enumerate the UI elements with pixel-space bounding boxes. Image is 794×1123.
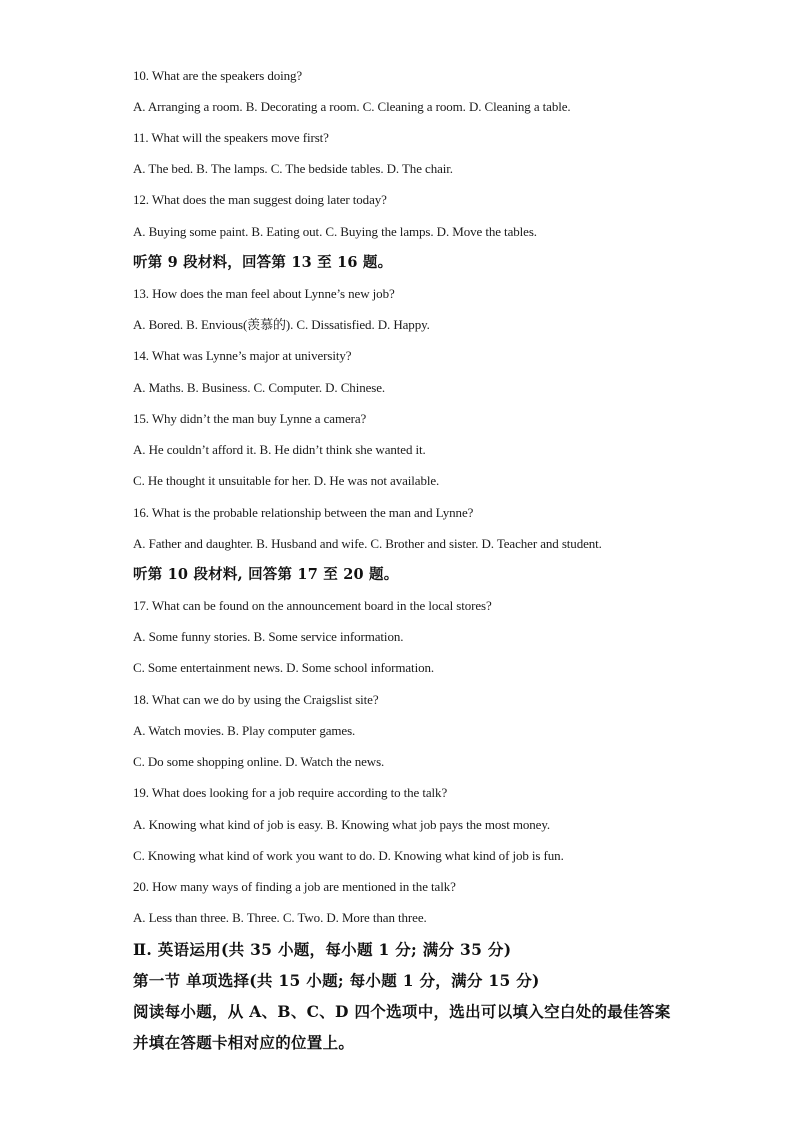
question-13: 13. How does the man feel about Lynne’s new job? bbox=[133, 286, 395, 301]
question-15-options-c-d: C. He thought it unsuitable for her. D. He was not available. bbox=[133, 473, 440, 488]
question-17-options-c-d: C. Some entertainment news. D. Some school information. bbox=[133, 660, 435, 675]
section-heading-passage-10: 听第 10 段材料, 回答第 17 至 20 题。 bbox=[133, 566, 399, 583]
section-one-heading: 第一节 单项选择(共 15 小题; 每小题 1 分，满分 15 分) bbox=[133, 971, 540, 990]
question-18-options-a-b: A. Watch movies. B. Play computer games. bbox=[133, 723, 356, 738]
question-14-options: A. Maths. B. Business. C. Computer. D. Chinese. bbox=[133, 380, 386, 395]
question-11: 11. What will the speakers move first? bbox=[133, 130, 329, 145]
question-18: 18. What can we do by using the Craigslist site? bbox=[133, 692, 379, 707]
question-17-options-a-b: A. Some funny stories. B. Some service information. bbox=[133, 629, 404, 644]
question-10: 10. What are the speakers doing? bbox=[133, 68, 303, 83]
question-16: 16. What is the probable relationship between the man and Lynne? bbox=[133, 505, 474, 520]
question-19-options-a-b: A. Knowing what kind of job is easy. B. Knowing what job pays the most money. bbox=[133, 817, 551, 832]
question-16-options: A. Father and daughter. B. Husband and wife. C. Brother and sister. D. Teacher and student. bbox=[133, 536, 602, 551]
question-17: 17. What can be found on the announcement board in the local stores? bbox=[133, 598, 492, 613]
part-two-heading: Ⅱ. 英语运用(共 35 小题，每小题 1 分; 满分 35 分) bbox=[133, 940, 512, 959]
instructions-line-1: 阅读每小题，从 A、B、C、D 四个选项中，选出可以填入空白处的最佳答案 bbox=[133, 1002, 671, 1021]
question-20-options: A. Less than three. B. Three. C. Two. D. More than three. bbox=[133, 910, 427, 925]
question-10-options: A. Arranging a room. B. Decorating a room. C. Cleaning a room. D. Cleaning a table. bbox=[133, 99, 571, 114]
question-19: 19. What does looking for a job require according to the talk? bbox=[133, 785, 448, 800]
question-20: 20. How many ways of finding a job are mentioned in the talk? bbox=[133, 879, 456, 894]
section-heading-passage-9: 听第 9 段材料，回答第 13 至 16 题。 bbox=[133, 254, 393, 271]
question-11-options: A. The bed. B. The lamps. C. The bedside tables. D. The chair. bbox=[133, 161, 453, 176]
question-19-options-c-d: C. Knowing what kind of work you want to do. D. Knowing what kind of job is fun. bbox=[133, 848, 564, 863]
question-15-options-a-b: A. He couldn’t afford it. B. He didn’t think she wanted it. bbox=[133, 442, 426, 457]
question-13-options: A. Bored. B. Envious(羡慕的). C. Dissatisfied. D. Happy. bbox=[133, 317, 430, 332]
question-12-options: A. Buying some paint. B. Eating out. C. Buying the lamps. D. Move the tables. bbox=[133, 224, 537, 239]
question-12: 12. What does the man suggest doing later today? bbox=[133, 192, 387, 207]
question-15: 15. Why didn’t the man buy Lynne a camera? bbox=[133, 411, 367, 426]
question-18-options-c-d: C. Do some shopping online. D. Watch the news. bbox=[133, 754, 385, 769]
question-14: 14. What was Lynne’s major at university? bbox=[133, 348, 352, 363]
instructions-line-2: 并填在答题卡相对应的位置上。 bbox=[133, 1033, 355, 1052]
